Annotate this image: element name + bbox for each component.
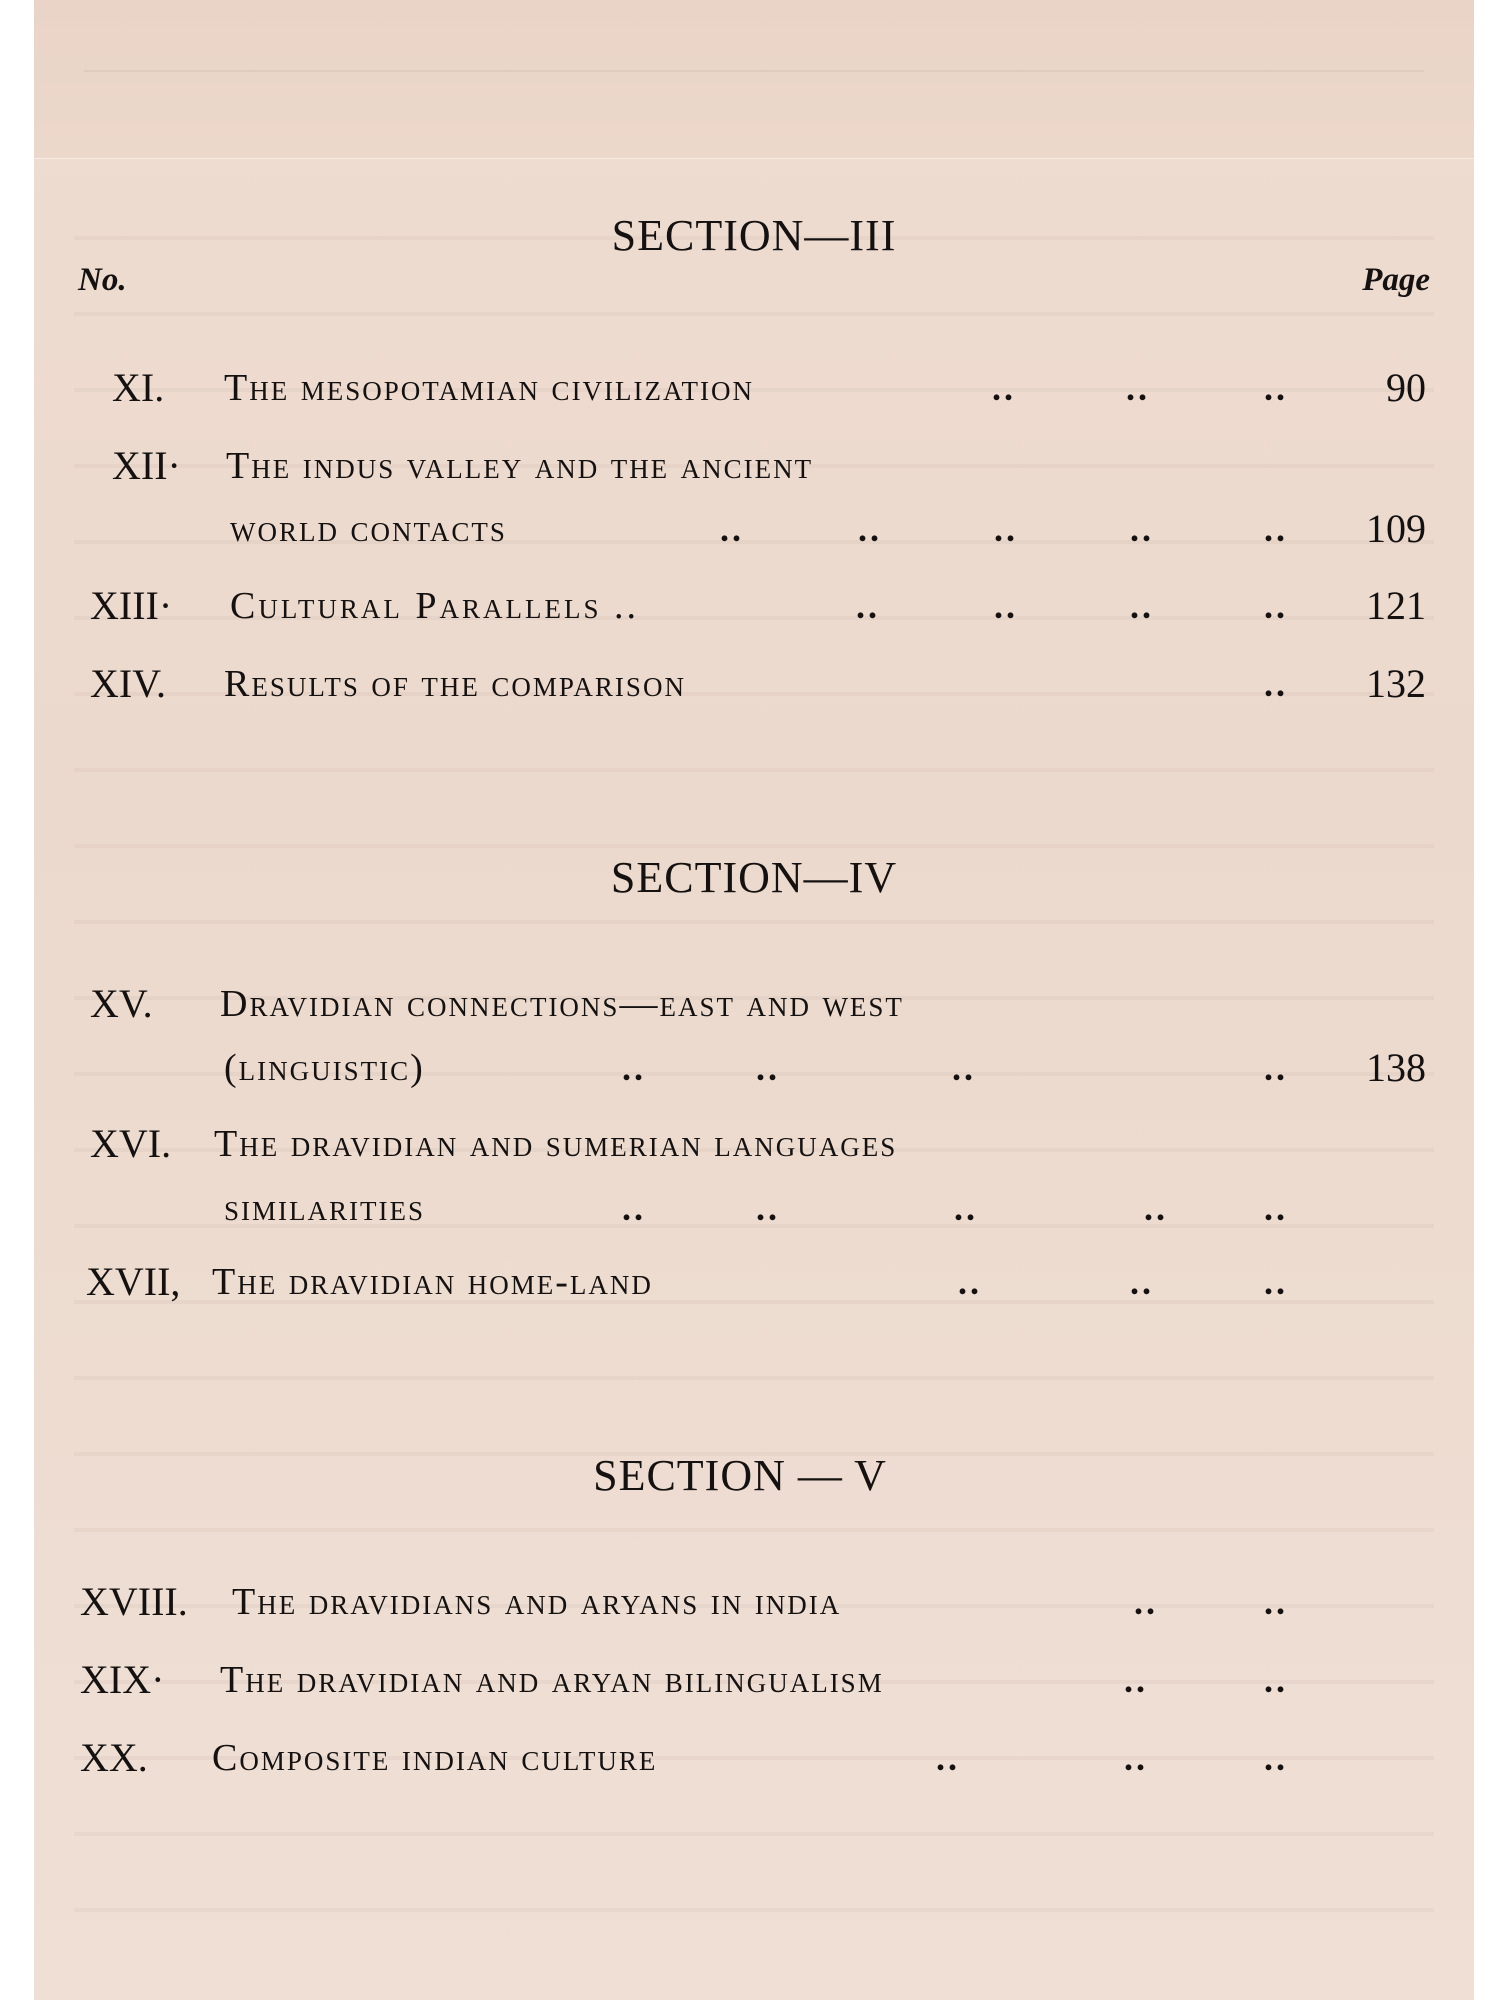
- chapter-title: The dravidian home-land: [212, 1261, 653, 1303]
- page-number: 90: [1386, 365, 1426, 410]
- chapter-title: Cultural Parallels ..: [230, 585, 639, 627]
- leader-dots: ..: [1134, 1582, 1158, 1622]
- leader-dots: ..: [858, 509, 882, 549]
- page-number: 109: [1366, 506, 1426, 551]
- chapter-title-continued: (linguistic): [224, 1047, 425, 1089]
- leader-dots: ..: [1264, 1582, 1288, 1622]
- leader-dots: ..: [756, 1048, 780, 1088]
- leader-dots: ..: [1124, 1660, 1148, 1700]
- leader-dots: ..: [952, 1048, 976, 1088]
- toc-entry[interactable]: [34, 1256, 1474, 1308]
- chapter-number: XVIII.: [80, 1579, 188, 1624]
- leader-dots: ..: [992, 368, 1016, 408]
- chapter-title: Results of the comparison: [224, 663, 686, 705]
- leader-dots: ..: [1126, 368, 1150, 408]
- leader-dots: ..: [1264, 1660, 1288, 1700]
- page-number: 138: [1366, 1045, 1426, 1090]
- chapter-number: XVI.: [90, 1121, 172, 1166]
- leader-dots: ..: [856, 586, 880, 626]
- column-label-page: Page: [1362, 262, 1430, 298]
- leader-dots: ..: [1264, 1738, 1288, 1778]
- book-page: [34, 0, 1474, 2000]
- leader-dots: ..: [1264, 1262, 1288, 1302]
- leader-dots: ..: [1264, 509, 1288, 549]
- page-number: 132: [1366, 661, 1426, 706]
- chapter-title: The indus valley and the ancient: [226, 445, 814, 487]
- chapter-number: XIII·: [90, 583, 173, 628]
- chapter-number: XIX·: [80, 1657, 165, 1702]
- previous-page-strip: [34, 0, 1474, 159]
- toc-entry[interactable]: [34, 1118, 1474, 1170]
- chapter-title: Composite indian culture: [212, 1737, 658, 1779]
- leader-dots: ..: [720, 509, 744, 549]
- leader-dots: ..: [756, 1188, 780, 1228]
- leader-dots: ..: [1130, 509, 1154, 549]
- chapter-title-continued: similarities: [224, 1187, 425, 1229]
- toc-entry-continuation: [34, 503, 1474, 555]
- chapter-title: The dravidian and aryan bilingualism: [220, 1659, 884, 1701]
- leader-dots: ..: [1144, 1188, 1168, 1228]
- chapter-title: The mesopotamian civilization: [224, 367, 755, 409]
- leader-dots: ..: [622, 1048, 646, 1088]
- section-title: SECTION — V: [593, 1451, 887, 1500]
- section-title: SECTION—III: [611, 211, 897, 260]
- leader-dots: ..: [958, 1262, 982, 1302]
- toc-entry[interactable]: [34, 1576, 1474, 1628]
- chapter-number: XVII,: [86, 1259, 181, 1304]
- leader-dots: ..: [1264, 664, 1288, 704]
- chapter-number: XII·: [112, 443, 181, 488]
- toc-entry[interactable]: [34, 1732, 1474, 1784]
- leader-dots: ..: [1264, 368, 1288, 408]
- chapter-number: XI.: [112, 365, 165, 410]
- toc-entry-continuation: [34, 1182, 1474, 1234]
- leader-dots: ..: [1264, 586, 1288, 626]
- leader-dots: ..: [1130, 586, 1154, 626]
- leader-dots: ..: [994, 509, 1018, 549]
- leader-dots: ..: [1124, 1738, 1148, 1778]
- toc-entry[interactable]: [34, 362, 1474, 414]
- chapter-number: XIV.: [90, 661, 166, 706]
- chapter-title: Dravidian connections—east and west: [220, 983, 904, 1025]
- chapter-title: The dravidians and aryans in india: [232, 1581, 842, 1623]
- toc-entry[interactable]: [34, 658, 1474, 710]
- leader-dots: ..: [622, 1188, 646, 1228]
- section-title: SECTION—IV: [610, 853, 898, 902]
- leader-dots: ..: [954, 1188, 978, 1228]
- toc-entry-continuation: [34, 1042, 1474, 1094]
- chapter-number: XV.: [90, 981, 153, 1026]
- chapter-title: The dravidian and sumerian languages: [214, 1123, 898, 1165]
- leader-dots: ..: [936, 1738, 960, 1778]
- chapter-number: XX.: [80, 1735, 148, 1780]
- leader-dots: ..: [1264, 1188, 1288, 1228]
- column-label-no: No.: [78, 262, 127, 298]
- toc-entry[interactable]: [34, 1654, 1474, 1706]
- leader-dots: ..: [1264, 1048, 1288, 1088]
- leader-dots: ..: [994, 586, 1018, 626]
- toc-entry[interactable]: [34, 440, 1474, 492]
- toc-entry[interactable]: [34, 580, 1474, 632]
- page-number: 121: [1366, 583, 1426, 628]
- leader-dots: ..: [1130, 1262, 1154, 1302]
- toc-entry[interactable]: [34, 978, 1474, 1030]
- chapter-title-continued: world contacts: [230, 508, 507, 550]
